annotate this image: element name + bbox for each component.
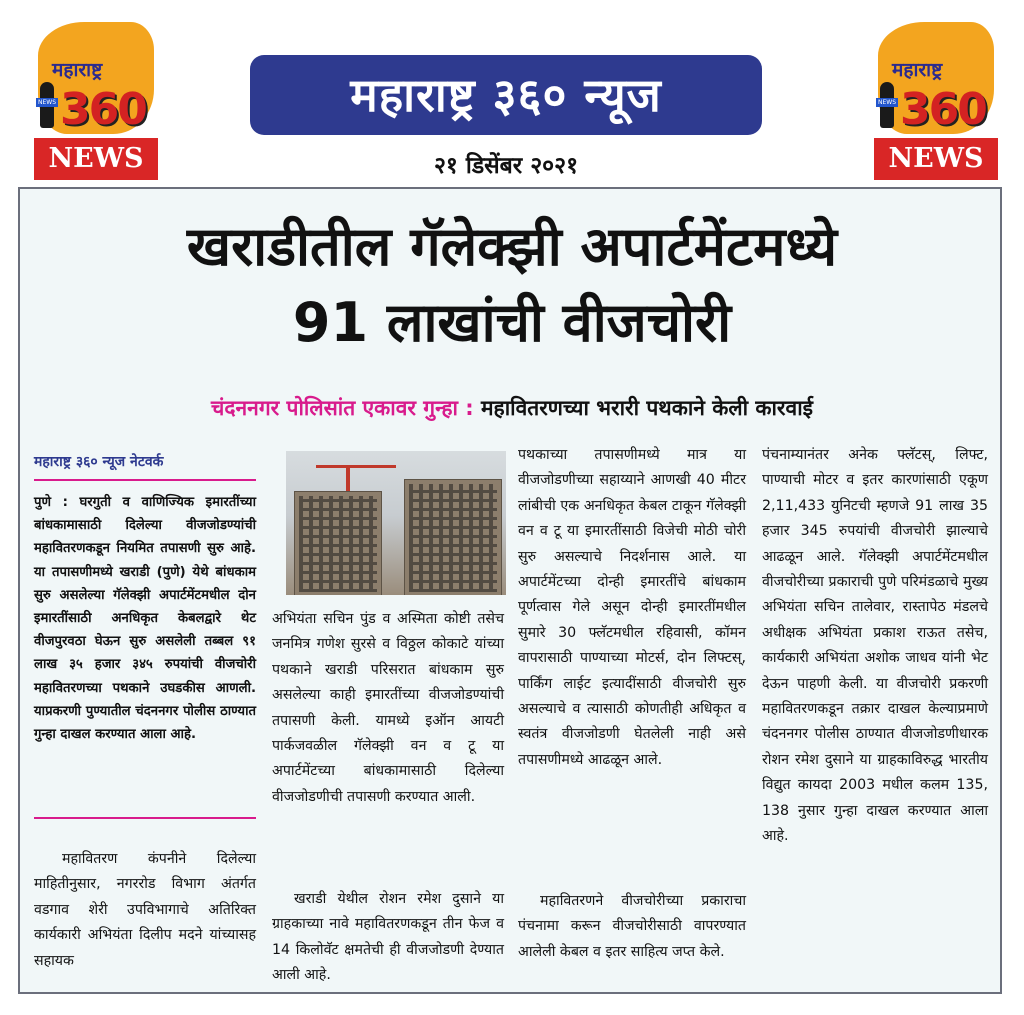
crane-jib — [316, 465, 396, 468]
column2-paragraph1: अभियंता सचिन पुंड व अस्मिता कोष्टी तसेच जनमित्र गणेश सुरसे व विठ्ठल कोकाटे यांच्या पथकाने खराडी परिसरात बांधकाम सुरु असलेल्या काही इमारतींच्या वीजजोडण्यांची तपासणी केली. यामध्ये इऑन आयटी पार्कजवळील गॅलेक्झी वन व टू या अपार्टमेंटच्या बांधकामासाठी दिलेल्या वीजजोडणीची तपासणी करण्यात आली. — [272, 611, 504, 805]
logo-number: 360 — [900, 84, 986, 135]
logo-left — [34, 22, 158, 180]
masthead-date: २१ डिसेंबर २०२१ — [433, 153, 579, 179]
logo-top-text: महाराष्ट्र — [52, 59, 103, 81]
logo-right — [874, 22, 998, 180]
headline-line2: 91 लाखांची वीजचोरी — [292, 291, 732, 354]
mic-tag: NEWS — [878, 99, 897, 106]
column1-body: महावितरण कंपनीने दिलेल्या माहितीनुसार, नगररोड विभाग अंतर्गत वडगाव शेरी उपविभागाचे अतिरिक्त कार्यकारी अभियंता दिलीप मदने यांच्यासह सहायक — [34, 851, 256, 969]
column2-paragraph2: खराडी येथील रोशन रमेश दुसाने या ग्राहकाच्या नावे महावितरणकडून तीन फेज व 14 किलोवॅट क्षमतेची ही वीजजोडणी देण्यात आली आहे. — [272, 891, 504, 984]
headline — [20, 209, 1004, 361]
headline-line1: खराडीतील गॅलेक्झी अपार्टमेंटमध्ये — [186, 215, 838, 278]
logo-number: 360 — [60, 84, 146, 135]
subhead-pink: चंदननगर पोलिसांत एकावर गुन्हा : — [211, 396, 474, 420]
subheadline — [20, 394, 1004, 422]
construction-photo — [286, 451, 506, 595]
lead-paragraph: पुणे : घरगुती व वाणिज्यिक इमारतींच्या बांधकामासाठी दिलेल्या वीजजोडण्यांची महावितरणकडून नियमित तपासणी सुरु आहे. या तपासणीमध्ये खराडी (पुणे) येथे बांधकाम सुरु असलेल्या गॅलेक्झी अपार्टमेंटमधील दोन इमारतींसाठी अनधिकृत केबलद्वारे थेट वीजपुरवठा घेऊन सुरु असलेली तब्बल ९१ लाख ३५ हजार ३४५ रुपयांची वीजचोरी महावितरणच्या पथकाने उघडकीस आणली. याप्रकरणी पुण्यातील चंदननगर पोलीस ठाण्यात गुन्हा दाखल करण्यात आला आहे. — [34, 495, 256, 743]
masthead-title: महाराष्ट्र ३६० न्यूज — [250, 55, 762, 135]
mic-tag: NEWS — [38, 99, 57, 106]
bureau-byline: महाराष्ट्र ३६० न्यूज नेटवर्क — [34, 454, 164, 470]
bureau-divider — [34, 479, 256, 481]
logo-top-text: महाराष्ट्र — [892, 59, 943, 81]
article-frame — [18, 187, 1002, 994]
logo-bottom-text: NEWS — [874, 138, 998, 180]
subhead-dark: महावितरणच्या भरारी पथकाने केली कारवाई — [480, 396, 813, 420]
column4-paragraph: पंचनाम्यानंतर अनेक फ्लॅटस्, लिफ्ट, पाण्याची मोटर व इतर कारणांसाठी एकूण 2,11,433 युनिटची म्हणजे 91 लाख 35 हजार 345 रुपयांची वीजचोरी झाल्याचे आढळून आले. गॅलेक्झी अपार्टमेंटमधील वीजचोरीच्या प्रकाराची पुणे परिमंडळाचे मुख्य अभियंता सचिन तालेवार, रास्तापेठ मंडलचे अधीक्षक अभियंता प्रकाश राऊत तसेच, कार्यकारी अभियंता अशोक जाधव यांनी भेट देऊन पाहणी केली. या वीजचोरी प्रकरणी महावितरणकडून तक्रार दाखल केल्याप्रमाणे चंदननगर पोलीस ठाण्यात वीजजोडणीधारक रोशन रमेश दुसाने या ग्राहकाविरुद्ध भारतीय विद्युत कायदा 2003 मधील कलम 135, 138 नुसार गुन्हा दाखल करण्यात आला आहे. — [762, 447, 988, 845]
column3-paragraph2: महावितरणने वीजचोरीच्या प्रकाराचा पंचनामा करून वीजचोरीसाठी वापरण्यात आलेली केबल व इतर साहित्य जप्त केले. — [518, 893, 746, 960]
building-right — [404, 479, 502, 595]
logo-bottom-text: NEWS — [34, 138, 158, 180]
column3-paragraph1: पथकाच्या तपासणीमध्ये मात्र या वीजजोडणीच्या सहाय्याने आणखी 40 मीटर लांबीची एक अनधिकृत केबल टाकून गॅलेक्झी वन व टू या इमारतींसाठी विजेची मोठी चोरी सुरु असल्याचे निदर्शनास आले. या अपार्टमेंटच्या दोन्ही इमारतींचे बांधकाम पूर्णत्वास गेले असून दोन्ही इमारतींमधील सुमारे 30 फ्लॅटमधील रहिवासी, कॉमन वापरासाठी पाण्याच्या मोटर्स, दोन लिफ्टस्, पार्किंग लाईट इत्यादींसाठी वीजचोरी सुरु असल्याचे व त्यासाठी कोणतीही अधिकृत व स्वतंत्र वीजजोडणी घेतलेली नाही असे तपासणीमध्ये आढळून आले. — [518, 447, 746, 768]
lead-divider — [34, 817, 256, 819]
building-left — [294, 491, 382, 595]
